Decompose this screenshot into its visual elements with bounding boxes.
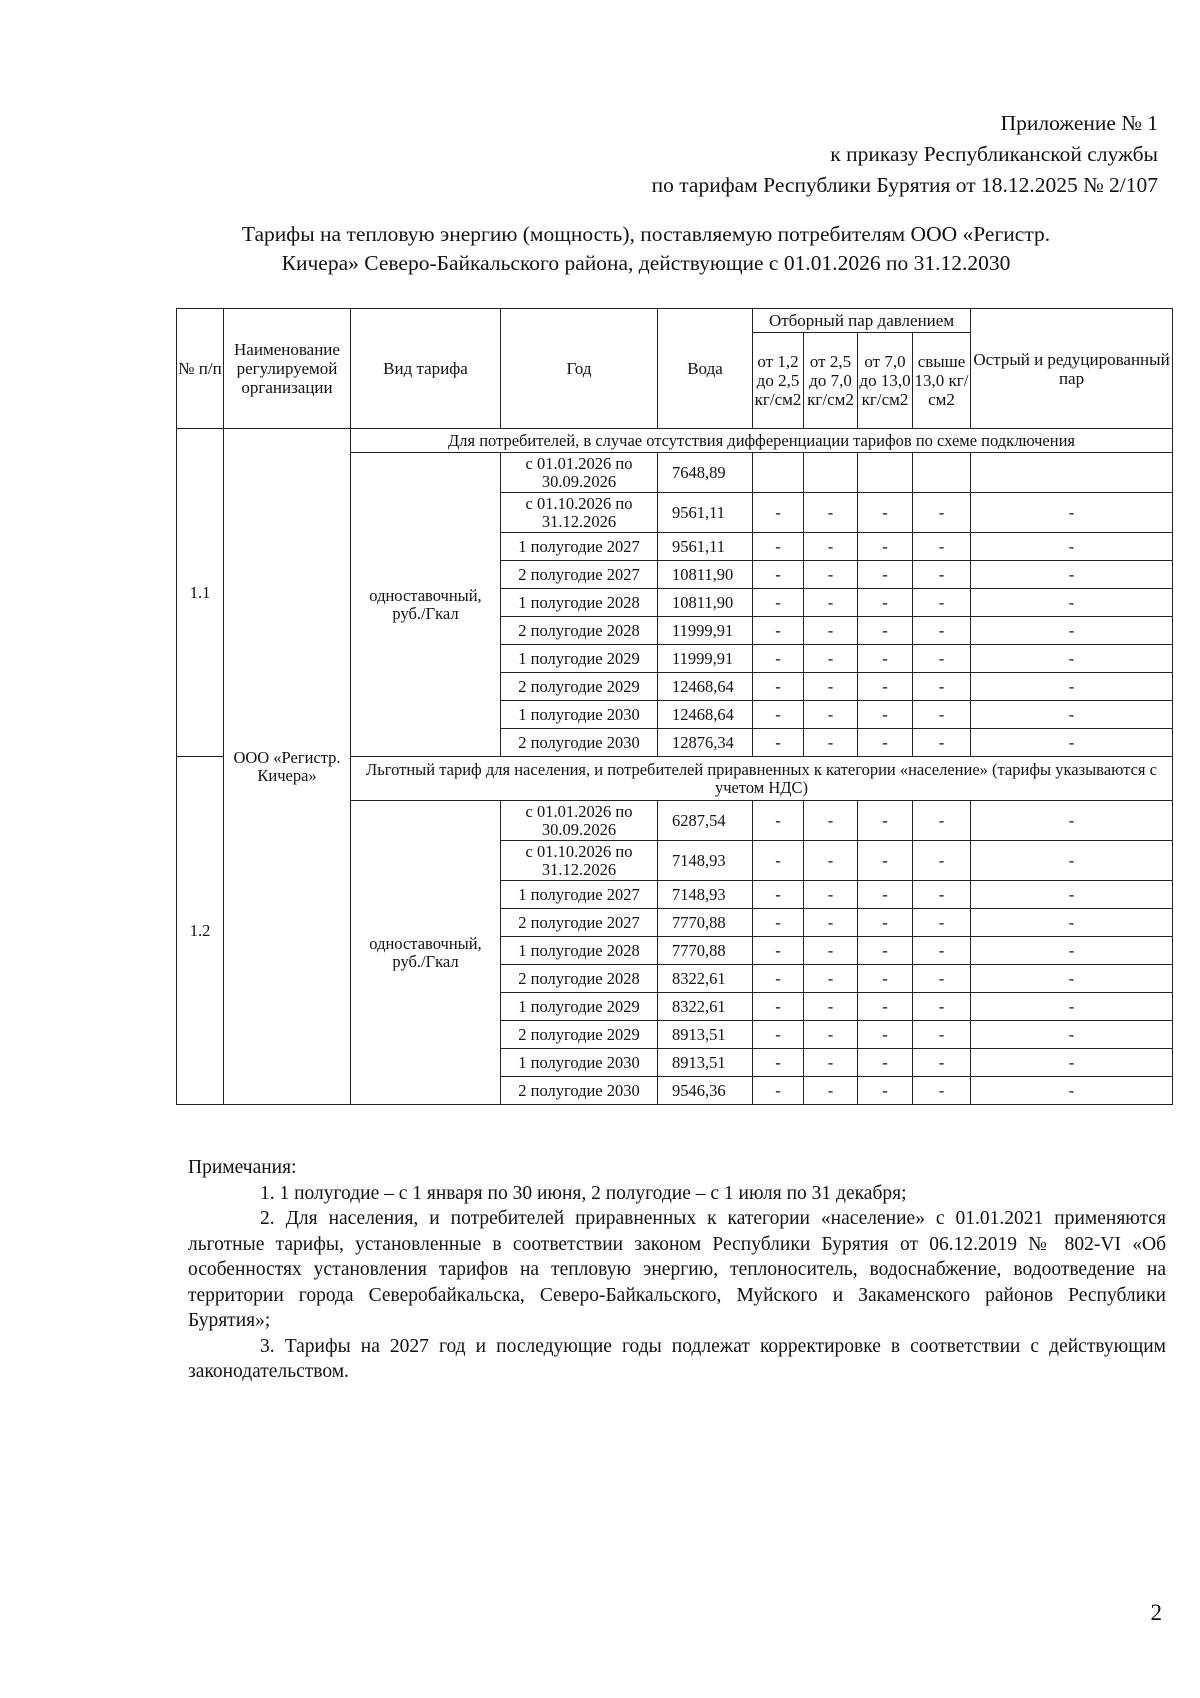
water-value: 11999,91 [658, 645, 753, 673]
steam-3-value: - [858, 841, 913, 881]
steam-4-value: - [913, 701, 971, 729]
appendix-line-1: Приложение № 1 [1000, 111, 1158, 135]
water-value: 12468,64 [658, 673, 753, 701]
year-cell: 1 полугодие 2028 [501, 937, 658, 965]
steam-1-value: - [753, 617, 804, 645]
steam-4-value: - [913, 617, 971, 645]
header-steam-2: от 2,5 до 7,0 кг/см2 [804, 333, 858, 429]
sharp-steam-value: - [971, 841, 1173, 881]
water-value: 9561,11 [658, 533, 753, 561]
year-cell: 2 полугодие 2029 [501, 1021, 658, 1049]
steam-1-value: - [753, 965, 804, 993]
appendix-line-3: по тарифам Республики Бурятия от 18.12.2025 № 2/107 [651, 173, 1158, 197]
steam-3-value: - [858, 645, 913, 673]
steam-3-value: - [858, 1077, 913, 1105]
section-number: 1.2 [177, 757, 224, 1105]
section-caption-row [177, 429, 1173, 453]
steam-1-value: - [753, 993, 804, 1021]
organization-name: ООО «Регистр. Кичера» [224, 429, 351, 1105]
tariff-table [176, 308, 1173, 1105]
steam-1-value: - [753, 1021, 804, 1049]
steam-1-value: - [753, 881, 804, 909]
title-line-1: Тарифы на тепловую энергию (мощность), поставляемую потребителям ООО «Регистр. [241, 222, 1051, 246]
steam-1-value: - [753, 841, 804, 881]
header-sharp-steam: Острый и редуцированный пар [971, 309, 1173, 429]
steam-2-value: - [804, 1077, 858, 1105]
water-value: 12876,34 [658, 729, 753, 757]
steam-3-value: - [858, 909, 913, 937]
water-value: 8913,51 [658, 1049, 753, 1077]
note-item-3: 3. Тарифы на 2027 год и последующие годы подлежат корректировке в соответствии с действующим законодательством. [188, 1335, 1166, 1382]
header-org: Наименование регулируемой организации [224, 309, 351, 429]
section-caption: Льготный тариф для населения, и потребителей приравненных к категории «население» (тарифы указываются с учетом НДС) [351, 757, 1173, 801]
steam-1-value: - [753, 909, 804, 937]
title-line-2: Кичера» Северо-Байкальского района, действующие с 01.01.2026 по 31.12.2030 [281, 251, 1011, 275]
water-value: 6287,54 [658, 801, 753, 841]
note-item-2: 2. Для населения, и потребителей приравненных к категории «население» с 01.01.2021 применяются льготные тарифы, установленные в соответствии законом Республики Бурятия от 06.12.2019 № 802-VI «Об особенностях установления тарифов на тепловую энергию, теплоноситель, водоснабжение, водоотведение на территории города Северобайкальска, Северо-Байкальского, Муйского и Закаменского районов Республики Бурятия»; [188, 1208, 1166, 1331]
water-value: 7148,93 [658, 841, 753, 881]
steam-1-value: - [753, 701, 804, 729]
section-number: 1.1 [177, 429, 224, 757]
year-cell: 2 полугодие 2028 [501, 617, 658, 645]
year-cell: 2 полугодие 2028 [501, 965, 658, 993]
header-water: Вода [658, 309, 753, 429]
steam-1-value: - [753, 589, 804, 617]
header-steam-1: от 1,2 до 2,5 кг/см2 [753, 333, 804, 429]
document-title [160, 220, 1132, 278]
steam-2-value: - [804, 533, 858, 561]
steam-4-value: - [913, 673, 971, 701]
tariff-type: одноставочный, руб./Гкал [351, 801, 501, 1105]
header-steam-4: свыше 13,0 кг/см2 [913, 333, 971, 429]
note-item-1: 1. 1 полугодие – с 1 января по 30 июня, 2 полугодие – с 1 июля по 31 декабря; [260, 1182, 907, 1204]
year-cell: с 01.10.2026 по 31.12.2026 [501, 493, 658, 533]
steam-4-value: - [913, 937, 971, 965]
appendix-header [652, 108, 1158, 201]
steam-4-value: - [913, 993, 971, 1021]
water-value: 10811,90 [658, 561, 753, 589]
steam-4-value: - [913, 1049, 971, 1077]
steam-1-value: - [753, 937, 804, 965]
sharp-steam-value: - [971, 1021, 1173, 1049]
sharp-steam-value: - [971, 617, 1173, 645]
header-year: Год [501, 309, 658, 429]
section-caption: Для потребителей, в случае отсутствия дифференциации тарифов по схеме подключения [351, 429, 1173, 453]
steam-4-value: - [913, 801, 971, 841]
year-cell: 2 полугодие 2030 [501, 1077, 658, 1105]
steam-1-value: - [753, 561, 804, 589]
sharp-steam-value [971, 453, 1173, 493]
steam-4-value: - [913, 909, 971, 937]
steam-3-value: - [858, 937, 913, 965]
notes [188, 1155, 1166, 1385]
steam-4-value [913, 453, 971, 493]
water-value: 7648,89 [658, 453, 753, 493]
year-cell: 1 полугодие 2029 [501, 645, 658, 673]
water-value: 11999,91 [658, 617, 753, 645]
steam-4-value: - [913, 561, 971, 589]
steam-2-value: - [804, 493, 858, 533]
steam-3-value: - [858, 561, 913, 589]
steam-3-value: - [858, 673, 913, 701]
steam-3-value: - [858, 1049, 913, 1077]
year-cell: 1 полугодие 2028 [501, 589, 658, 617]
appendix-line-2: к приказу Республиканской службы [830, 142, 1158, 166]
year-cell: с 01.01.2026 по 30.09.2026 [501, 453, 658, 493]
year-cell: 2 полугодие 2027 [501, 909, 658, 937]
steam-1-value: - [753, 801, 804, 841]
header-tariff-type: Вид тарифа [351, 309, 501, 429]
sharp-steam-value: - [971, 965, 1173, 993]
water-value: 10811,90 [658, 589, 753, 617]
steam-3-value: - [858, 729, 913, 757]
steam-3-value: - [858, 493, 913, 533]
steam-3-value: - [858, 881, 913, 909]
sharp-steam-value: - [971, 801, 1173, 841]
steam-4-value: - [913, 881, 971, 909]
header-steam-3: от 7,0 до 13,0 кг/см2 [858, 333, 913, 429]
steam-1-value: - [753, 645, 804, 673]
steam-3-value: - [858, 1021, 913, 1049]
steam-4-value: - [913, 729, 971, 757]
header-num: № п/п [177, 309, 224, 429]
water-value: 9546,36 [658, 1077, 753, 1105]
steam-3-value: - [858, 617, 913, 645]
year-cell: 1 полугодие 2030 [501, 1049, 658, 1077]
sharp-steam-value: - [971, 673, 1173, 701]
steam-4-value: - [913, 493, 971, 533]
water-value: 8913,51 [658, 1021, 753, 1049]
steam-2-value: - [804, 561, 858, 589]
year-cell: 2 полугодие 2029 [501, 673, 658, 701]
sharp-steam-value: - [971, 993, 1173, 1021]
water-value: 8322,61 [658, 965, 753, 993]
steam-2-value: - [804, 993, 858, 1021]
steam-4-value: - [913, 1077, 971, 1105]
steam-4-value: - [913, 589, 971, 617]
notes-heading: Примечания: [188, 1157, 297, 1178]
page-number: 2 [1150, 1600, 1162, 1625]
steam-4-value: - [913, 645, 971, 673]
year-cell: 2 полугодие 2027 [501, 561, 658, 589]
steam-3-value: - [858, 801, 913, 841]
sharp-steam-value: - [971, 1077, 1173, 1105]
sharp-steam-value: - [971, 729, 1173, 757]
sharp-steam-value: - [971, 561, 1173, 589]
sharp-steam-value: - [971, 881, 1173, 909]
steam-2-value: - [804, 1049, 858, 1077]
water-value: 12468,64 [658, 701, 753, 729]
steam-1-value [753, 453, 804, 493]
sharp-steam-value: - [971, 701, 1173, 729]
water-value: 7770,88 [658, 909, 753, 937]
steam-1-value: - [753, 493, 804, 533]
year-cell: 1 полугодие 2029 [501, 993, 658, 1021]
steam-3-value: - [858, 701, 913, 729]
sharp-steam-value: - [971, 937, 1173, 965]
sharp-steam-value: - [971, 533, 1173, 561]
year-cell: 2 полугодие 2030 [501, 729, 658, 757]
water-value: 7770,88 [658, 937, 753, 965]
steam-2-value: - [804, 801, 858, 841]
steam-1-value: - [753, 1077, 804, 1105]
steam-4-value: - [913, 841, 971, 881]
steam-3-value: - [858, 965, 913, 993]
year-cell: 1 полугодие 2027 [501, 881, 658, 909]
year-cell: с 01.10.2026 по 31.12.2026 [501, 841, 658, 881]
steam-2-value: - [804, 909, 858, 937]
sharp-steam-value: - [971, 493, 1173, 533]
sharp-steam-value: - [971, 645, 1173, 673]
steam-4-value: - [913, 533, 971, 561]
header-steam-group: Отборный пар давлением [753, 309, 971, 333]
sharp-steam-value: - [971, 1049, 1173, 1077]
steam-4-value: - [913, 1021, 971, 1049]
tariff-type: одноставочный, руб./Гкал [351, 453, 501, 757]
steam-1-value: - [753, 1049, 804, 1077]
steam-1-value: - [753, 729, 804, 757]
steam-2-value: - [804, 965, 858, 993]
steam-2-value: - [804, 729, 858, 757]
steam-2-value: - [804, 881, 858, 909]
steam-2-value: - [804, 617, 858, 645]
water-value: 9561,11 [658, 493, 753, 533]
steam-2-value [804, 453, 858, 493]
year-cell: 1 полугодие 2030 [501, 701, 658, 729]
steam-2-value: - [804, 937, 858, 965]
steam-2-value: - [804, 1021, 858, 1049]
water-value: 8322,61 [658, 993, 753, 1021]
water-value: 7148,93 [658, 881, 753, 909]
steam-2-value: - [804, 701, 858, 729]
steam-1-value: - [753, 533, 804, 561]
steam-3-value: - [858, 589, 913, 617]
steam-4-value: - [913, 965, 971, 993]
steam-1-value: - [753, 673, 804, 701]
steam-2-value: - [804, 645, 858, 673]
steam-3-value [858, 453, 913, 493]
year-cell: с 01.01.2026 по 30.09.2026 [501, 801, 658, 841]
sharp-steam-value: - [971, 909, 1173, 937]
steam-3-value: - [858, 993, 913, 1021]
year-cell: 1 полугодие 2027 [501, 533, 658, 561]
steam-2-value: - [804, 841, 858, 881]
sharp-steam-value: - [971, 589, 1173, 617]
steam-3-value: - [858, 533, 913, 561]
steam-2-value: - [804, 589, 858, 617]
steam-2-value: - [804, 673, 858, 701]
